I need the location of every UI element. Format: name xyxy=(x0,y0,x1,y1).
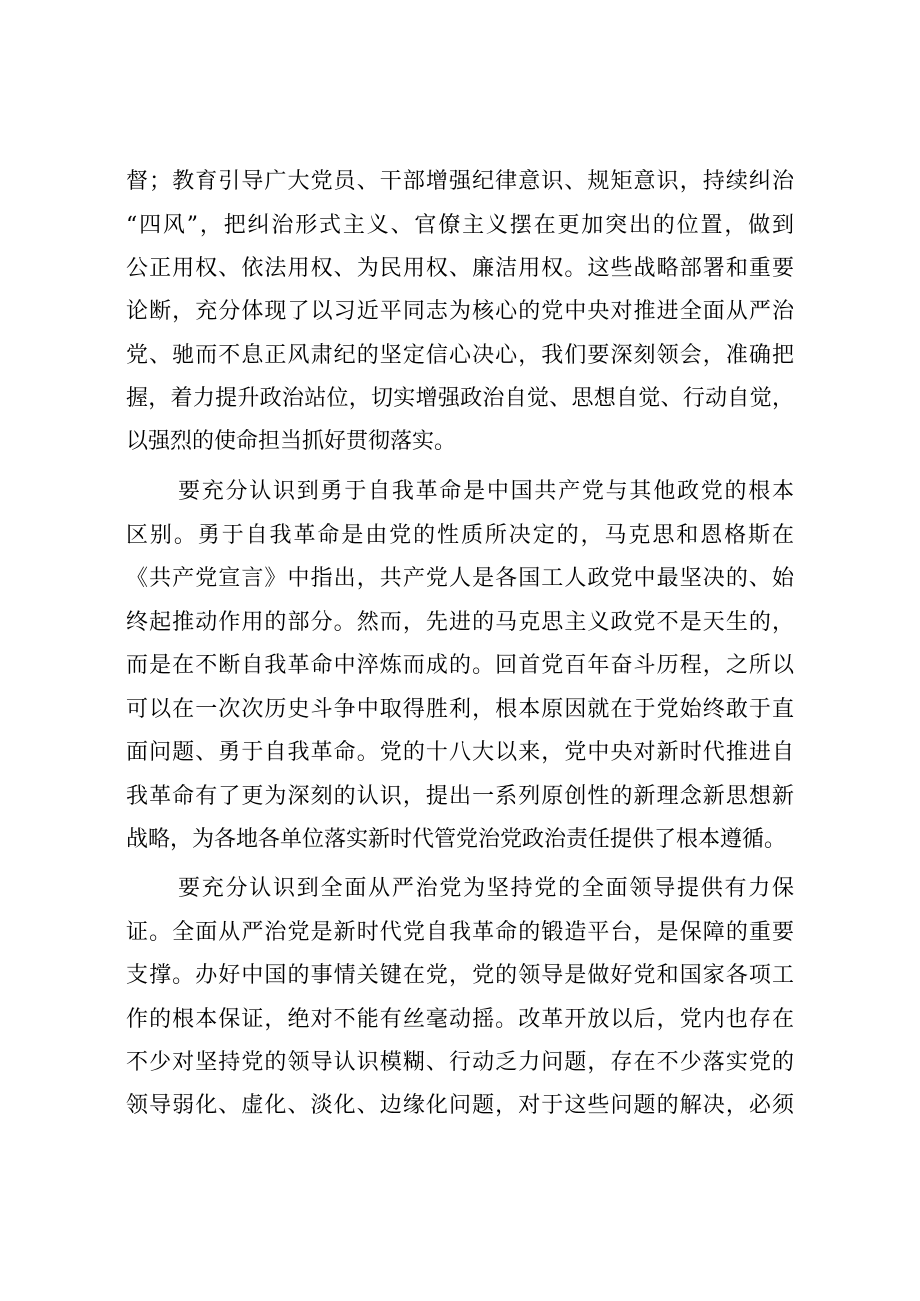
text-line: 可以在一次次历史斗争中取得胜利，根本原因就在于党始终敢于直 xyxy=(126,697,794,722)
text-line: 不少对坚持党的领导认识模糊、行动乏力问题，存在不少落实党的 xyxy=(126,1050,794,1075)
paragraph-first-line: 要充分认识到勇于自我革命是中国共产党与其他政党的根本 xyxy=(178,479,794,504)
text-line: 区别。勇于自我革命是由党的性质所决定的，马克思和恩格斯在 xyxy=(126,523,794,548)
text-line: 领导弱化、虚化、淡化、边缘化问题，对于这些问题的解决，必须 xyxy=(126,1093,794,1118)
text-line: 证。全面从严治党是新时代党自我革命的锻造平台，是保障的重要 xyxy=(126,920,794,945)
text-line: 督；教育引导广大党员、干部增强纪律意识、规矩意识，持续纠治 xyxy=(126,169,794,194)
text-line: 以强烈的使命担当抓好贯彻落实。 xyxy=(126,429,457,454)
text-line: 握，着力提升政治站位，切实增强政治自觉、思想自觉、行动自觉， xyxy=(126,386,794,411)
text-line: 党、驰而不息正风肃纪的坚定信心决心，我们要深刻领会，准确把 xyxy=(126,343,794,368)
text-line: 面问题、勇于自我革命。党的十八大以来，党中央对新时代推进自 xyxy=(126,740,794,765)
text-line: “四风”，把纠治形式主义、官僚主义摆在更加突出的位置，做到 xyxy=(126,213,794,238)
text-line: 论断，充分体现了以习近平同志为核心的党中央对推进全面从严治 xyxy=(126,299,794,324)
text-line: 我革命有了更为深刻的认识，提出一系列原创性的新理念新思想新 xyxy=(126,784,794,809)
text-line: 终起推动作用的部分。然而，先进的马克思主义政党不是天生的， xyxy=(126,610,794,635)
text-line: 而是在不断自我革命中淬炼而成的。回首党百年奋斗历程，之所以 xyxy=(126,653,794,678)
text-line: 支撑。办好中国的事情关键在党，党的领导是做好党和国家各项工 xyxy=(126,963,794,988)
paragraph-first-line: 要充分认识到全面从严治党为坚持党的全面领导提供有力保 xyxy=(178,876,794,901)
text-line: 公正用权、依法用权、为民用权、廉洁用权。这些战略部署和重要 xyxy=(126,256,794,281)
text-line: 战略，为各地各单位落实新时代管党治党政治责任提供了根本遵循。 xyxy=(126,827,787,852)
text-line: 作的根本保证，绝对不能有丝毫动摇。改革开放以后，党内也存在 xyxy=(126,1007,794,1032)
text-line: 《共产党宣言》中指出，共产党人是各国工人政党中最坚决的、始 xyxy=(126,566,794,591)
